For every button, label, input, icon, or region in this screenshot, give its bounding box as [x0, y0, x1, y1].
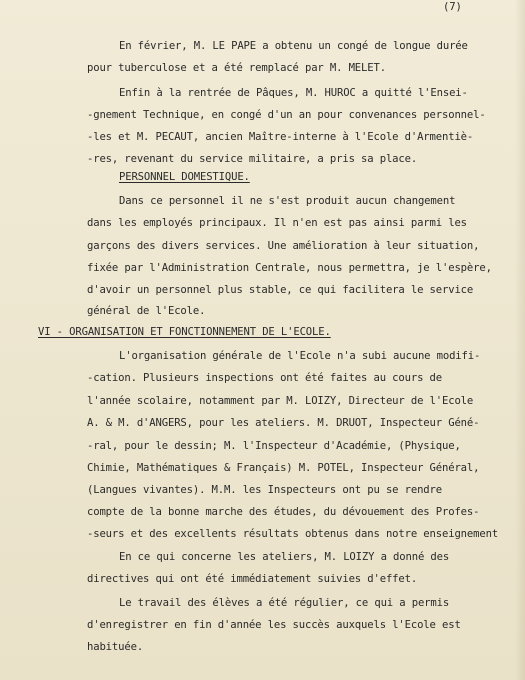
- page-edge-shadow: [515, 0, 525, 680]
- text-line: d'enregistrer en fin d'année les succès auxquels l'Ecole est: [87, 619, 461, 631]
- text-line: Le travail des élèves a été régulier, ce qui a permis: [119, 597, 450, 609]
- text-line: -les et M. PECAUT, ancien Maître-interne à l'Ecole d'Armentiè-: [87, 131, 474, 143]
- text-line: général de l'Ecole.: [87, 305, 206, 317]
- text-line: L'organisation générale de l'Ecole n'a subi aucune modifi-: [119, 350, 481, 362]
- text-line: pour tuberculose et a été remplacé par M. MELET.: [87, 62, 386, 74]
- section-heading-organisation: VI - ORGANISATION ET FONCTIONNEMENT DE L'ECOLE.: [38, 326, 331, 338]
- text-line: -gnement Technique, en congé d'un an pour convenances personnel-: [87, 109, 486, 121]
- text-line: -cation. Plusieurs inspections ont été faites au cours de: [87, 372, 442, 384]
- text-line: En février, M. LE PAPE a obtenu un congé de longue durée: [119, 40, 468, 52]
- text-line: fixée par l'Administration Centrale, nous permettra, je l'espère,: [87, 262, 492, 274]
- text-line: A. & M. d'ANGERS, pour les ateliers. M. DRUOT, Inspecteur Géné-: [87, 417, 480, 429]
- text-line: (Langues vivantes). M.M. les Inspecteurs ont pu se rendre: [87, 484, 442, 496]
- text-line: Enfin à la rentrée de Pâques, M. HUROC a quitté l'Ensei-: [119, 87, 468, 99]
- page-number: (7): [443, 1, 462, 13]
- text-line: En ce qui concerne les ateliers, M. LOIZY a donné des: [119, 551, 450, 563]
- text-line: d'avoir un personnel plus stable, ce qui facilitera le service: [87, 284, 474, 296]
- text-line: compte de la bonne marche des études, du dévouement des Profes-: [87, 506, 480, 518]
- text-line: directives qui ont été immédiatement suivies d'effet.: [87, 573, 418, 585]
- text-line: l'année scolaire, notamment par M. LOIZY, Directeur de l'Ecole: [87, 395, 474, 407]
- section-heading-personnel: PERSONNEL DOMESTIQUE.: [119, 171, 250, 183]
- text-line: -seurs et des excellents résultats obtenus dans notre enseignement: [87, 528, 499, 540]
- text-line: garçons des divers services. Une amélioration à leur situation,: [87, 240, 480, 252]
- text-line: -ral, pour le dessin; M. l'Inspecteur d'Académie, (Physique,: [87, 440, 461, 452]
- text-line: Chimie, Mathématiques & Français) M. POTEL, Inspecteur Général,: [87, 462, 480, 474]
- text-line: dans les employés principaux. Il n'en est pas ainsi parmi les: [87, 217, 467, 229]
- text-line: habituée.: [87, 641, 144, 653]
- text-line: -res, revenant du service militaire, a pris sa place.: [87, 153, 418, 165]
- text-line: Dans ce personnel il ne s'est produit aucun changement: [119, 195, 456, 207]
